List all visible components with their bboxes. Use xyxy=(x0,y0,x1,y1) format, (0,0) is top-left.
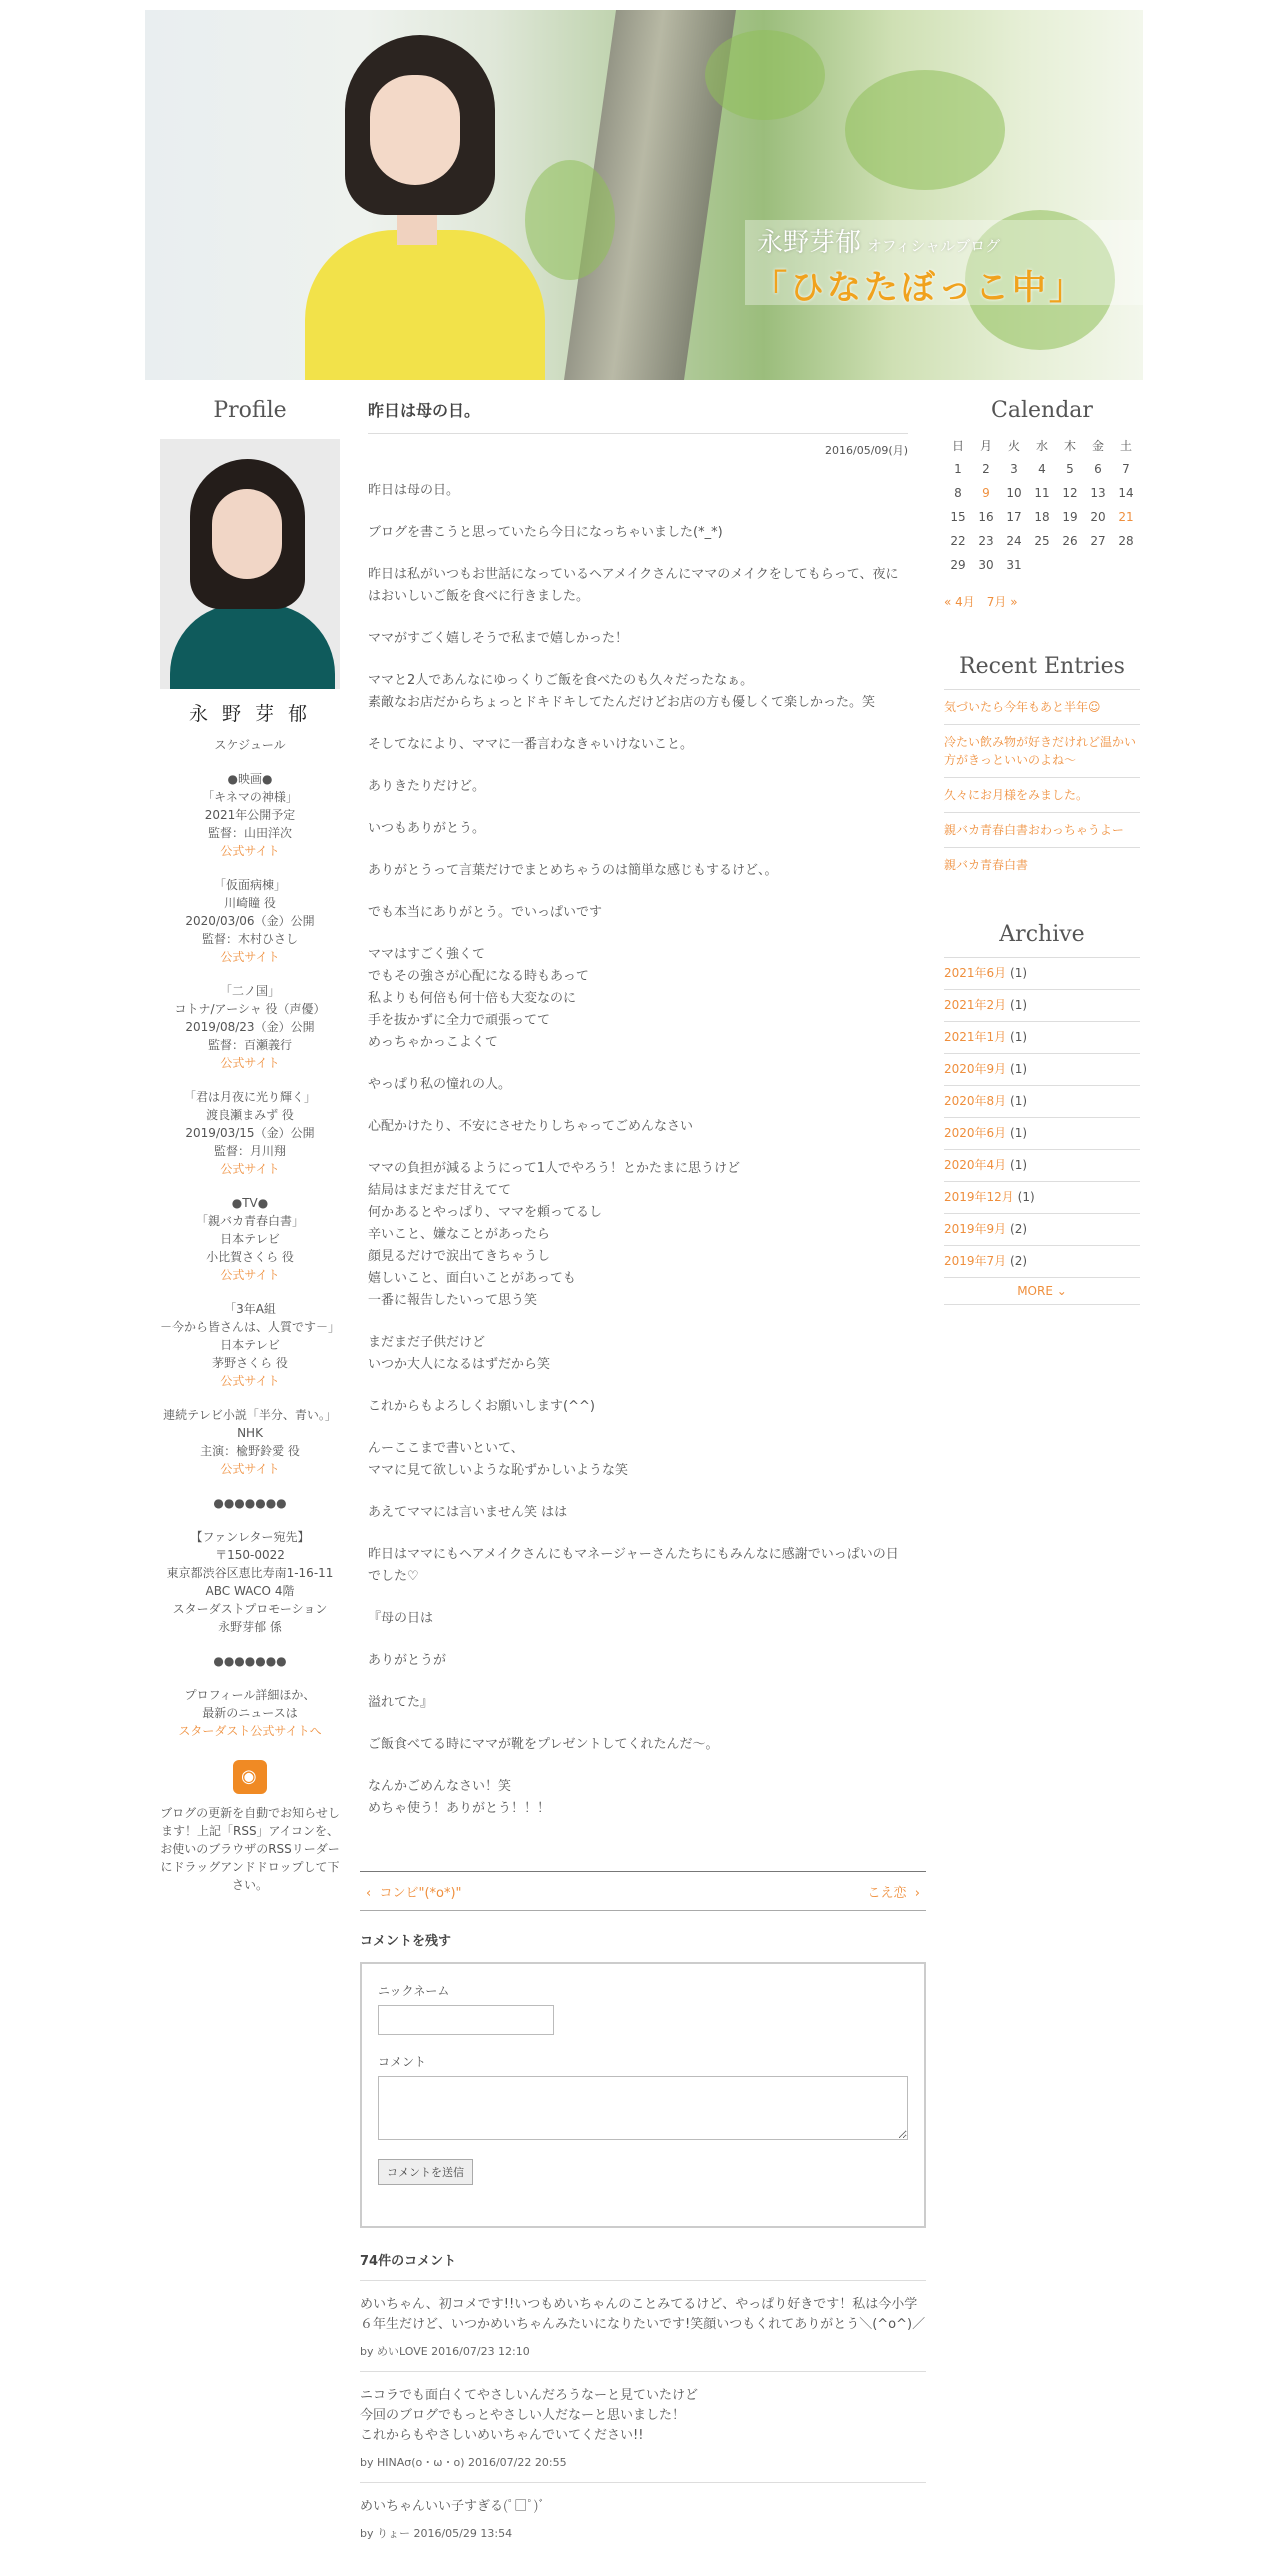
official-site-link[interactable]: 公式サイト xyxy=(220,844,280,858)
calendar-day: 6 xyxy=(1094,462,1102,476)
foliage xyxy=(705,30,825,120)
archive-count: (1) xyxy=(1010,1158,1028,1172)
entry-paragraph: 溢れてた』 xyxy=(368,1695,434,1710)
entry-paragraph: 心配かけたり、不安にさせたりしちゃってごめんなさい xyxy=(368,1119,694,1134)
fan-letter-line: ABC WACO 4階 xyxy=(205,1584,295,1598)
comment-meta: by りょー 2016/05/29 13:54 xyxy=(360,2527,513,2540)
calendar-day: 7 xyxy=(1122,462,1130,476)
entry-paragraph: そしてなにより、ママに一番言わなきゃいけないこと。 xyxy=(368,737,694,752)
entry-paragraph: いつもありがとう。 xyxy=(368,821,486,836)
comment-body: めいちゃんいい子すぎる(ﾟ□ﾟ)ﾞ xyxy=(360,2499,545,2514)
recent-entry-link[interactable]: 親バカ青春白書おわっちゃうよー xyxy=(944,812,1140,847)
fan-letter-line: スターダストプロモーション xyxy=(172,1602,328,1616)
blog-subtitle: 「ひなたぼっこ中」 xyxy=(753,268,1086,308)
archive-month-link[interactable]: 2021年2月 xyxy=(944,998,1007,1012)
spacer xyxy=(155,966,345,982)
calendar-day-link[interactable]: 9 xyxy=(982,486,990,500)
official-site-link[interactable]: 公式サイト xyxy=(220,950,280,964)
archive-heading: Archive xyxy=(999,922,1085,947)
calendar-day: 5 xyxy=(1066,462,1074,476)
calendar-widget xyxy=(944,398,1140,610)
comment-form xyxy=(360,1962,926,2228)
profile-name: 永 野 芽 郁 xyxy=(188,703,312,725)
separator: ●●●●●●● xyxy=(213,1496,287,1510)
spacer xyxy=(155,1072,345,1088)
entry-paragraph: 昨日はママにもヘアメイクさんにもマネージャーさんたちにもみんなに感謝でいっぱいの日でした♡ xyxy=(368,1547,899,1584)
entry-navigation xyxy=(360,1871,926,1911)
official-site-row xyxy=(155,1266,345,1284)
calendar-day: 11 xyxy=(1034,486,1050,500)
profile-work-line: 渡良瀬まみず 役 xyxy=(206,1108,294,1122)
archive-count: (1) xyxy=(1010,1094,1028,1108)
official-site-row xyxy=(155,1372,345,1390)
profile-work-line: 2020/03/06（金）公開 xyxy=(185,914,315,928)
spacer xyxy=(155,860,345,876)
profile-work-line: 茅野さくら 役 xyxy=(212,1356,288,1370)
fan-letter-line: 東京都渋谷区恵比寿南1-16-11 xyxy=(166,1566,334,1580)
spacer xyxy=(155,1478,345,1494)
archive-item xyxy=(944,1085,1140,1117)
profile-work-line: 川崎瞳 役 xyxy=(224,896,276,910)
profile-sidebar xyxy=(155,398,345,1894)
archive-month-link[interactable]: 2020年6月 xyxy=(944,1126,1007,1140)
entry-paragraph: これからもよろしくお願いします(^^) xyxy=(368,1399,595,1414)
calendar-day: 3 xyxy=(1010,462,1018,476)
archive-item xyxy=(944,1021,1140,1053)
archive-month-link[interactable]: 2020年9月 xyxy=(944,1062,1007,1076)
entry-paragraph: 『母の日は xyxy=(368,1611,434,1626)
calendar-day: 4 xyxy=(1038,462,1046,476)
fan-letter-line: 【ファンレター宛先】 xyxy=(190,1530,310,1544)
schedule-label: スケジュール xyxy=(214,738,286,752)
archive-item xyxy=(944,1213,1140,1245)
calendar-day: 12 xyxy=(1062,486,1078,500)
archive-item xyxy=(944,957,1140,989)
archive-month-link[interactable]: 2021年6月 xyxy=(944,966,1007,980)
archive-month-link[interactable]: 2021年1月 xyxy=(944,1030,1007,1044)
comment-item xyxy=(360,2371,926,2482)
entry-paragraph: ママはすごく強くて でもその強さが心配になる時もあって 私よりも何倍も何十倍も大変なのに 手を抜かずに全力で頑張ってて めっちゃかっこよくて xyxy=(368,947,589,1050)
profile-work-line: 「二ノ国」 xyxy=(219,984,280,998)
entry-paragraph: ママの負担が減るようにって1人でやろう！とかたまに思うけど 結局はまだまだ甘えてて 何かあるとやっぱり、ママを頼ってるし 辛いこと、嫌なことがあったら 顔見るだけで涙出てきちゃうし 嬉しいこと、面白いことがあっても 一番に報告したいって思う笑 xyxy=(368,1161,741,1308)
profile-work-line: 監督：百瀬義行 xyxy=(207,1038,292,1052)
archive-item xyxy=(944,1117,1140,1149)
calendar-day xyxy=(1084,553,1112,577)
fan-letter-address xyxy=(155,1528,345,1636)
archive-count: (1) xyxy=(1010,966,1028,980)
profile-work-line: 小比賀さくら 役 xyxy=(206,1250,294,1264)
calendar-day-link[interactable]: 21 xyxy=(1118,510,1134,524)
calendar-day: 30 xyxy=(978,558,994,572)
rss-note: ブログの更新を自動でお知らせします！上記「RSS」アイコンを、お使いのブラウザのRSSリーダーにドラッグアンドドロップして下さい。 xyxy=(160,1806,340,1892)
calendar-day: 15 xyxy=(950,510,966,524)
profile-work-line: 「仮面病棟」 xyxy=(213,878,286,892)
prev-entry-link[interactable]: ‹ コンビ"(*o*)" xyxy=(366,1885,462,1901)
official-site-link[interactable]: 公式サイト xyxy=(220,1162,280,1176)
entry-paragraph: なんかごめんなさい！笑 めちゃ使う！ありがとう！！！ xyxy=(368,1779,551,1816)
recent-entry-link[interactable]: 久々にお月様をみました。 xyxy=(944,777,1140,812)
weekday-label: 月 xyxy=(979,438,992,453)
entry-paragraph: ありがとうが xyxy=(368,1653,447,1668)
archive-count: (1) xyxy=(1010,998,1028,1012)
archive-count: (1) xyxy=(1017,1190,1035,1204)
profile-work-line: ●TV● xyxy=(231,1196,269,1210)
calendar-heading: Calendar xyxy=(991,398,1093,423)
archive-count: (1) xyxy=(1010,1126,1028,1140)
calendar-day xyxy=(1028,553,1056,577)
submit-comment-button[interactable]: コメントを送信 xyxy=(378,2159,473,2185)
calendar-day: 2 xyxy=(982,462,990,476)
archive-count: (1) xyxy=(1010,1062,1028,1076)
profile-heading: Profile xyxy=(213,398,287,423)
calendar-day: 31 xyxy=(1006,558,1022,572)
profile-works xyxy=(155,770,345,1494)
fan-letter-line: 〒150-0022 xyxy=(215,1548,285,1562)
profile-work-line: 2019/03/15（金）公開 xyxy=(185,1126,315,1140)
calendar-day: 22 xyxy=(950,534,966,548)
blog-entry xyxy=(368,398,908,1840)
weekday-label: 水 xyxy=(1035,438,1048,453)
weekday-label: 金 xyxy=(1091,438,1104,453)
weekday-label: 日 xyxy=(951,438,964,453)
foliage xyxy=(845,70,1005,190)
profile-note-line: プロフィール詳細ほか、 xyxy=(184,1688,316,1702)
calendar-month-nav[interactable]: « 4月 7月 » xyxy=(944,595,1018,609)
entry-paragraph: でも本当にありがとう。でいっぱいです xyxy=(368,905,603,920)
profile-work-line: 監督：山田洋次 xyxy=(207,826,292,840)
entry-paragraph: 昨日は私がいつもお世話になっているヘアメイクさんにママのメイクをしてもらって、夜にはおいしいご飯を食べに行きました。 xyxy=(368,567,899,604)
entry-paragraph: ありがとうって言葉だけでまとめちゃうのは簡単な感じもするけど、。 xyxy=(368,863,778,878)
official-site-link[interactable]: 公式サイト xyxy=(220,1462,280,1476)
comment-form-heading: コメントを残す xyxy=(360,1934,452,1949)
profile-work-line: 監督：月川翔 xyxy=(213,1144,286,1158)
archive-widget xyxy=(944,922,1140,1305)
official-site-link[interactable]: 公式サイト xyxy=(220,1268,280,1282)
entry-paragraph: ママがすごく嬉しそうで私まで嬉しかった！ xyxy=(368,631,629,646)
calendar-day: 28 xyxy=(1118,534,1134,548)
entry-paragraph: やっぱり私の憧れの人。 xyxy=(368,1077,512,1092)
profile-work-line: －今から皆さんは、人質です－」 xyxy=(159,1320,340,1334)
entry-paragraph: あえてママには言いません笑 はは xyxy=(368,1505,568,1520)
entry-paragraph: ブログを書こうと思っていたら今日になっちゃいました(*_*) xyxy=(368,525,723,540)
archive-month-link[interactable]: 2019年7月 xyxy=(944,1254,1007,1268)
calendar-day: 10 xyxy=(1006,486,1022,500)
comment-list xyxy=(360,2280,926,2553)
archive-item xyxy=(944,1053,1140,1085)
profile-work-line: 監督：木村ひさし xyxy=(201,932,298,946)
right-sidebar xyxy=(944,398,1140,1305)
archive-count: (1) xyxy=(1010,1030,1028,1044)
entry-paragraph: まだまだ子供だけど いつか大人になるはずだから笑 xyxy=(368,1335,551,1372)
comments-count: 74件のコメント xyxy=(360,2254,457,2269)
calendar-day: 25 xyxy=(1034,534,1050,548)
entry-paragraph: 昨日は母の日。 xyxy=(368,483,460,498)
profile-note xyxy=(155,1686,345,1722)
calendar-day: 29 xyxy=(950,558,966,572)
weekday-label: 土 xyxy=(1119,438,1132,453)
archive-item xyxy=(944,1245,1140,1277)
profile-work-line: 「君は月夜に光り輝く」 xyxy=(183,1090,316,1104)
spacer xyxy=(155,1178,345,1194)
header-photo-person xyxy=(305,35,545,380)
calendar-day: 20 xyxy=(1090,510,1106,524)
archive-count: (2) xyxy=(1010,1254,1028,1268)
profile-work-line: 連続テレビ小説「半分、青い。」 xyxy=(163,1408,337,1422)
chevron-down-icon: ⌄ xyxy=(1056,1284,1067,1298)
official-site-row xyxy=(155,1160,345,1178)
calendar-day: 17 xyxy=(1006,510,1022,524)
official-site-row xyxy=(155,1054,345,1072)
calendar-day: 23 xyxy=(978,534,994,548)
entry-body xyxy=(368,480,908,1820)
archive-item xyxy=(944,1149,1140,1181)
profile-work-line: 日本テレビ xyxy=(220,1338,280,1352)
calendar-day: 24 xyxy=(1006,534,1022,548)
comment-item xyxy=(360,2482,926,2553)
comment-body: めいちゃん、初コメです!!いつもめいちゃんのことみてるけど、やっぱり好きです！私は今小学６年生だけど、いつかめいちゃんみたいになりたいです!笑顔いつもくれてありがとう＼(^o^)／ xyxy=(360,2297,926,2332)
weekday-label: 火 xyxy=(1007,438,1020,453)
entry-paragraph: んーここまで書いといて、 ママに見て欲しいような恥ずかしいような笑 xyxy=(368,1441,629,1478)
entry-date: 2016/05/09(月) xyxy=(825,444,908,457)
calendar-day: 13 xyxy=(1090,486,1106,500)
archive-month-link[interactable]: 2020年4月 xyxy=(944,1158,1007,1172)
weekday-label: 木 xyxy=(1063,438,1076,453)
official-site-row xyxy=(155,948,345,966)
stardust-official-link[interactable]: スターダスト公式サイトへ xyxy=(178,1724,322,1738)
spacer xyxy=(155,1390,345,1406)
profile-work-line: 2021年公開予定 xyxy=(204,808,296,822)
archive-count: (2) xyxy=(1010,1222,1028,1236)
archive-item xyxy=(944,1181,1140,1213)
recent-entries-heading: Recent Entries xyxy=(959,654,1125,679)
entry-paragraph: ご飯食べてる時にママが靴をプレゼントしてくれたんだ〜。 xyxy=(368,1737,719,1752)
profile-work-line: 主演：楡野鈴愛 役 xyxy=(200,1444,300,1458)
nickname-label: ニックネーム xyxy=(378,1984,450,1998)
official-site-link[interactable]: 公式サイト xyxy=(220,1056,280,1070)
recent-entries-widget xyxy=(944,654,1140,882)
profile-work-line: 「3年A組 xyxy=(224,1302,276,1316)
blog-header-banner[interactable] xyxy=(145,10,1143,380)
calendar-day xyxy=(1112,553,1140,577)
calendar-day: 14 xyxy=(1118,486,1134,500)
archive-month-link[interactable]: 2020年8月 xyxy=(944,1094,1007,1108)
rss-icon[interactable]: ◉ xyxy=(233,1760,267,1794)
comment-meta: by めいLOVE 2016/07/23 12:10 xyxy=(360,2345,530,2358)
blog-name: 永野芽郁 オフィシャルブログ xyxy=(757,228,1001,258)
official-site-link[interactable]: 公式サイト xyxy=(220,1374,280,1388)
entry-paragraph: ママと2人であんなにゆっくりご飯を食べたのも久々だったなぁ。 素敵なお店だからちょっとドキドキしてたんだけどお店の方も優しくて楽しかった。笑 xyxy=(368,673,876,710)
recent-entry-link[interactable]: 冷たい飲み物が好きだけれど温かい方がきっといいのよね〜 xyxy=(944,724,1140,777)
profile-work-line: 「親バカ青春白書」 xyxy=(195,1214,304,1228)
comment-textarea[interactable] xyxy=(378,2076,908,2140)
calendar-day: 1 xyxy=(954,462,962,476)
calendar-table xyxy=(944,433,1140,577)
calendar-day: 18 xyxy=(1034,510,1050,524)
profile-work-line: 日本テレビ xyxy=(220,1232,280,1246)
profile-work-line: 「キネマの神様」 xyxy=(202,790,298,804)
profile-work-line: ●映画● xyxy=(227,772,273,786)
nickname-input[interactable] xyxy=(378,2005,554,2035)
archive-month-link[interactable]: 2019年12月 xyxy=(944,1190,1014,1204)
comment-meta: by HINAσ(o・ω・o) 2016/07/22 20:55 xyxy=(360,2456,567,2469)
comment-label: コメント xyxy=(378,2055,427,2069)
calendar-day xyxy=(1056,553,1084,577)
next-entry-link[interactable]: こえ恋 › xyxy=(867,1885,920,1901)
calendar-day: 16 xyxy=(978,510,994,524)
archive-month-link[interactable]: 2019年9月 xyxy=(944,1222,1007,1236)
profile-photo xyxy=(160,439,340,689)
separator: ●●●●●●● xyxy=(213,1654,287,1668)
recent-entry-link[interactable]: 気づいたら今年もあと半年☺ xyxy=(944,689,1140,724)
comment-item xyxy=(360,2280,926,2371)
profile-note-line: 最新のニュースは xyxy=(202,1706,298,1720)
archive-more-button[interactable]: MORE ⌄ xyxy=(944,1277,1140,1305)
calendar-day: 8 xyxy=(954,486,962,500)
fan-letter-line: 永野芽郁 係 xyxy=(218,1620,282,1634)
spacer xyxy=(155,1284,345,1300)
profile-work-line: コトナ/アーシャ 役（声優） xyxy=(174,1002,326,1016)
calendar-day: 27 xyxy=(1090,534,1106,548)
recent-entry-link[interactable]: 親バカ青春白書 xyxy=(944,847,1140,882)
calendar-day: 19 xyxy=(1062,510,1078,524)
official-site-row xyxy=(155,1460,345,1478)
profile-work-line: NHK xyxy=(237,1426,263,1440)
comment-body: ニコラでも面白くてやさしいんだろうなーと見ていたけど 今回のブログでもっとやさしい人だなーと思いました！ これからもやさしいめいちゃんでいてください!! xyxy=(360,2388,699,2443)
entry-paragraph: ありきたりだけど。 xyxy=(368,779,486,794)
calendar-day: 26 xyxy=(1062,534,1078,548)
entry-title[interactable]: 昨日は母の日。 xyxy=(368,398,908,434)
archive-item xyxy=(944,989,1140,1021)
profile-work-line: 2019/08/23（金）公開 xyxy=(185,1020,315,1034)
official-site-row xyxy=(155,842,345,860)
